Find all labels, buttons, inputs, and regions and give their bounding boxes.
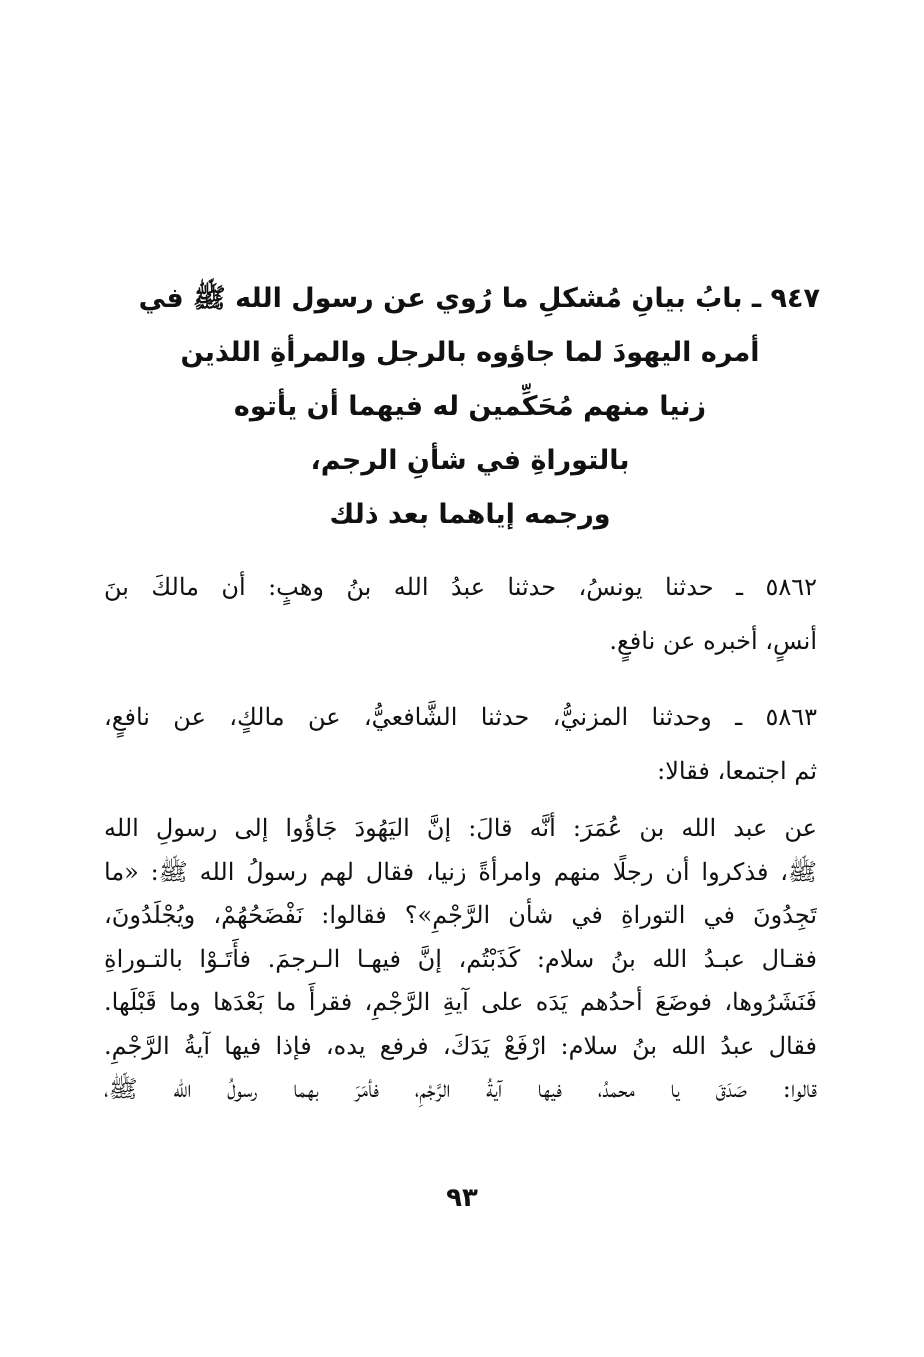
text-line: عن عبد الله بن عُمَرَ: أنَّه قالَ: إنَّ اليَهُودَ جَاؤُوا إلى رسولِ الله [104, 814, 817, 842]
hadith-5863-paragraph [104, 690, 817, 798]
heading-line: بالتوراةِ في شأنِ الرجم، [310, 445, 630, 476]
text-line: ٥٨٦٢ ـ حدثنا يونسُ، حدثنا عبدُ الله بنُ وهبٍ: أن مالكَ بنَ [104, 573, 817, 601]
text-line: فقـال عبـدُ الله بنُ سلام: كَذَبْتُم، إنَّ فيهـا الـرجمَ. فأَتَـوْا بالتـوراةِ [104, 944, 817, 973]
heading-line: زنيا منهم مُحَكِّمين له فيهما أن يأتوه [233, 391, 707, 422]
page-number: ٩٣ [446, 1183, 478, 1213]
text-line: ﷺ، فذكروا أن رجلًا منهم وامرأةً زنيا، فقال لهم رسولُ الله ﷺ: «ما [104, 857, 817, 886]
heading-line: أمره اليهودَ لما جاؤوه بالرجل والمرأةِ اللذين [180, 337, 760, 368]
text-line: تَجِدُونَ في التوراةِ في شأن الرَّجْمِ»؟ فقالوا: نَفْضَحُهُمْ، ويُجْلَدُونَ، [104, 901, 817, 929]
text-line: فقال عبدُ الله بنُ سلام: ارْفَعْ يَدَكَ، فرفع يده، فإذا فيها آيةُ الرَّجْمِ. [104, 1031, 817, 1060]
text-line: فَنَشَرُوها، فوضَعَ أحدُهم يَدَه على آيةِ الرَّجْمِ، فقرأَ ما بَعْدَها وما قَبْلَها. [104, 988, 817, 1016]
hadith-5862-paragraph [104, 560, 817, 668]
heading-line: ٩٤٧ ـ بابُ بيانِ مُشكلِ ما رُوي عن رسول الله ﷺ في [138, 283, 820, 314]
heading-line: ورجمه إياهما بعد ذلك [329, 499, 611, 530]
chapter-heading [120, 272, 820, 542]
text-line: قالوا: صَدَقَ يا محمدُ، فيها آيةُ الرَّجْمِ، فأمَرَ بهما رسولُ الله ﷺ، [104, 1075, 817, 1103]
text-line: ثم اجتمعا، فقالا: [657, 757, 817, 785]
text-line: ٥٨٦٣ ـ وحدثنا المزنيُّ، حدثنا الشَّافعيُّ، عن مالكٍ، عن نافعٍ، [104, 703, 817, 731]
text-line: أنسٍ، أخبره عن نافعٍ. [609, 627, 817, 655]
main-hadith-text [104, 807, 817, 1112]
